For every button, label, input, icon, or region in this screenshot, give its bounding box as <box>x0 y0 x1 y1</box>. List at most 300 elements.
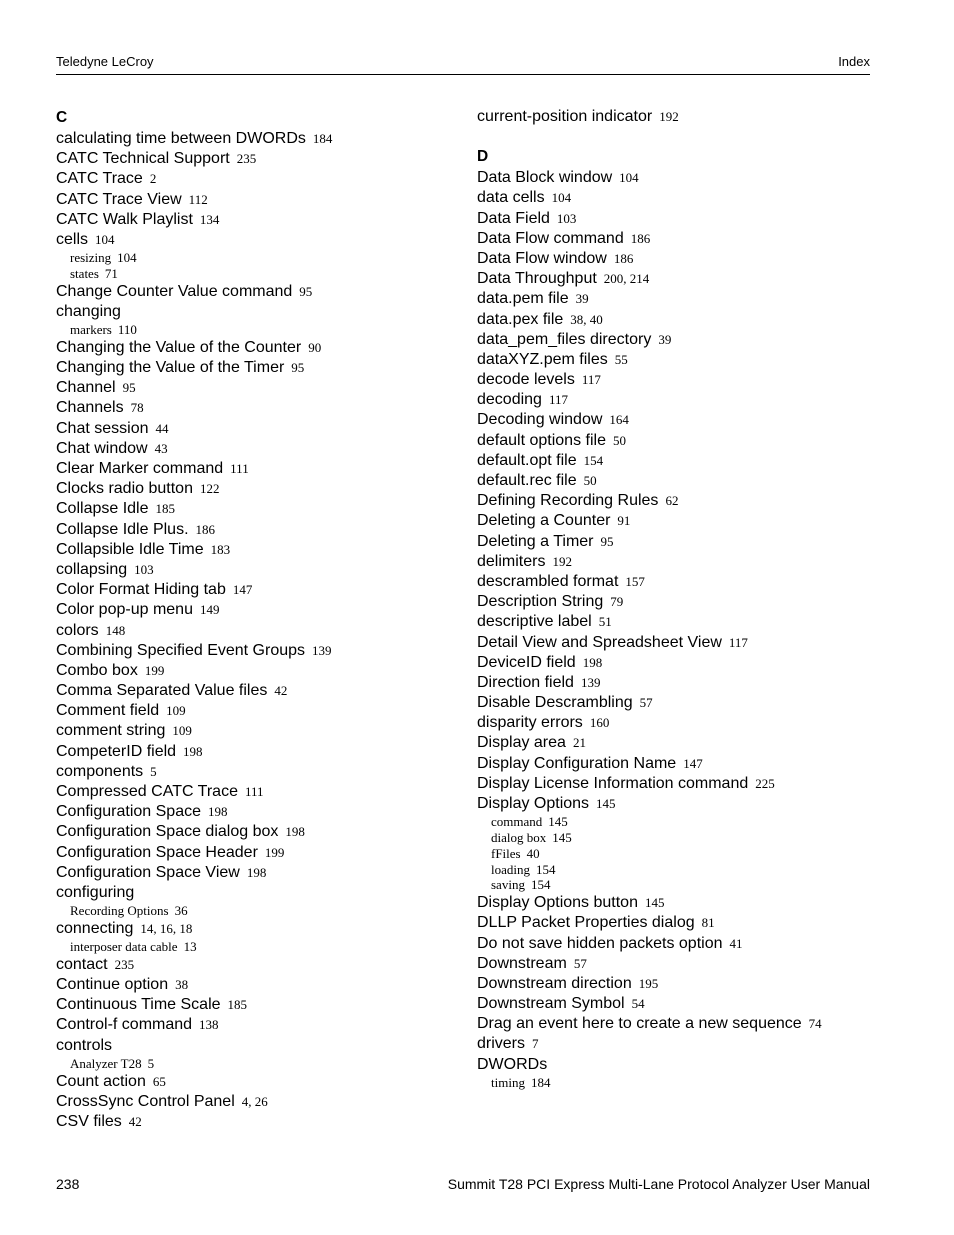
index-entry <box>56 1036 466 1056</box>
index-entry <box>56 621 466 641</box>
page-header <box>56 52 870 75</box>
index-entry <box>56 520 466 540</box>
page-reference[interactable]: 109 <box>166 703 186 719</box>
index-term: components <box>56 762 144 780</box>
header-company: Teledyne LeCroy <box>56 54 154 69</box>
index-term: saving <box>491 877 525 893</box>
page-reference[interactable]: 186 <box>195 521 216 537</box>
page-reference[interactable]: 109 <box>172 723 192 739</box>
page-reference[interactable]: 198 <box>207 804 228 820</box>
index-entry <box>477 572 877 592</box>
index-term: Color pop-up menu <box>56 601 193 619</box>
page-reference[interactable]: 154 <box>583 452 604 468</box>
index-entry <box>477 330 877 350</box>
page-reference[interactable]: 2 <box>149 171 157 187</box>
page-reference[interactable]: 157 <box>625 573 645 589</box>
page-reference[interactable]: 192 <box>659 109 679 124</box>
index-term: Compressed CATC Trace <box>56 783 238 801</box>
index-entry <box>56 479 466 499</box>
page-reference[interactable]: 95 <box>299 283 313 299</box>
index-term: Downstream Symbol <box>477 995 625 1013</box>
page-reference[interactable]: 104 <box>95 231 115 247</box>
page-reference[interactable]: 91 <box>617 513 631 529</box>
page-reference[interactable]: 81 <box>701 915 715 931</box>
index-term: default options file <box>477 431 606 449</box>
page-reference[interactable]: 74 <box>808 1016 822 1032</box>
index-term: calculating time between DWORDs <box>56 130 306 147</box>
index-entry <box>56 843 466 863</box>
index-subentry <box>477 877 877 893</box>
index-entry <box>56 378 466 398</box>
index-term: delimiters <box>477 552 546 570</box>
index-term: Disable Descrambling <box>477 694 633 712</box>
index-entry <box>56 358 466 378</box>
index-term: Collapse Idle Plus. <box>56 520 189 538</box>
index-entry <box>477 693 877 713</box>
index-term: DLLP Packet Properties dialog <box>477 914 695 932</box>
index-subentry <box>477 862 877 878</box>
index-term: interposer data cable <box>70 939 178 955</box>
index-term: Defining Recording Rules <box>477 492 659 510</box>
index-entry <box>56 681 466 701</box>
index-term: Combining Specified Event Groups <box>56 641 306 659</box>
index-term: timing <box>491 1074 525 1090</box>
page-reference[interactable]: 38, 40 <box>570 311 603 327</box>
page-reference[interactable]: 185 <box>155 501 175 517</box>
index-subentry <box>477 1075 877 1091</box>
index-entry <box>56 499 466 519</box>
index-entry <box>477 168 877 188</box>
index-term: Chat session <box>56 419 149 437</box>
index-term: disparity errors <box>477 714 583 732</box>
index-entry <box>477 1034 877 1054</box>
page-reference[interactable]: 104 <box>551 190 572 206</box>
page-reference[interactable]: 154 <box>530 877 551 893</box>
index-term: configuring <box>56 883 135 901</box>
index-entry <box>56 822 466 842</box>
index-entry <box>56 169 466 189</box>
index-subentry <box>56 322 466 338</box>
index-term: CompeterID field <box>56 742 177 760</box>
index-entry <box>56 1072 466 1092</box>
index-section-letter: D <box>477 148 489 166</box>
index-entry <box>477 954 877 974</box>
index-entry <box>477 532 877 552</box>
index-term: DWORDs <box>477 1055 548 1073</box>
page-reference[interactable]: 103 <box>556 210 577 226</box>
index-entry <box>56 419 466 439</box>
page-reference[interactable]: 104 <box>619 170 639 186</box>
index-term: Data Field <box>477 209 550 227</box>
page-reference[interactable]: 112 <box>188 191 208 207</box>
header-section: Index <box>838 54 870 69</box>
index-entry <box>477 733 877 753</box>
index-term: data_pem_files directory <box>477 330 652 348</box>
index-entry <box>56 282 466 302</box>
index-entry <box>477 633 877 653</box>
index-term: data.pem file <box>477 290 569 308</box>
page-reference[interactable]: 110 <box>117 322 137 338</box>
index-entry <box>477 794 877 814</box>
index-term: Clear Marker command <box>56 460 224 478</box>
index-term: Count action <box>56 1072 146 1090</box>
page-reference[interactable]: 138 <box>199 1017 219 1033</box>
page-reference[interactable]: 111 <box>230 461 249 477</box>
index-term: current-position indicator <box>477 108 653 125</box>
page-reference[interactable]: 164 <box>609 412 629 428</box>
index-entry <box>56 721 466 741</box>
index-term: Configuration Space dialog box <box>56 823 279 841</box>
page-reference[interactable]: 117 <box>581 372 601 388</box>
index-entry <box>56 459 466 479</box>
page-reference[interactable]: 36 <box>174 903 188 919</box>
index-entry <box>477 511 877 531</box>
index-term: dialog box <box>491 829 547 845</box>
index-entry <box>56 210 466 230</box>
index-term: CATC Walk Playlist <box>56 210 193 228</box>
page-reference[interactable]: 54 <box>631 996 645 1012</box>
index-entry <box>477 350 877 370</box>
index-term: Control-f command <box>56 1016 193 1034</box>
index-term: Configuration Space <box>56 803 201 821</box>
page-reference[interactable]: 198 <box>183 743 203 759</box>
page-reference[interactable]: 235 <box>236 151 257 167</box>
index-section-letter: C <box>56 109 68 126</box>
page-reference[interactable]: 51 <box>598 614 612 630</box>
page-reference[interactable]: 57 <box>573 955 587 971</box>
index-term: Downstream direction <box>477 974 632 992</box>
section-spacer <box>477 127 877 146</box>
page-reference[interactable]: 183 <box>210 541 231 557</box>
page-reference[interactable]: 160 <box>589 715 610 731</box>
index-entry <box>477 390 877 410</box>
index-term: contact <box>56 955 108 973</box>
index-entry <box>56 701 466 721</box>
index-term: Display License Information command <box>477 774 749 792</box>
page-reference[interactable]: 5 <box>150 763 157 779</box>
index-entry <box>477 107 877 127</box>
index-term: states <box>70 265 99 281</box>
index-subentry <box>477 830 877 846</box>
index-term: cells <box>56 230 89 248</box>
index-term: default.rec file <box>477 472 577 489</box>
index-entry <box>477 653 877 673</box>
index-term: data.pex file <box>477 310 564 328</box>
index-entry <box>477 934 877 954</box>
index-term: Collapsible Idle Time <box>56 540 204 558</box>
index-entry <box>56 560 466 580</box>
index-term: connecting <box>56 919 134 937</box>
page-reference[interactable]: 95 <box>600 533 614 549</box>
index-entry <box>477 491 877 511</box>
index-entry <box>56 398 466 418</box>
page-reference[interactable]: 149 <box>199 602 220 618</box>
index-term: Changing the Value of the Counter <box>56 338 302 356</box>
index-term: changing <box>56 302 121 320</box>
index-term: Detail View and Spreadsheet View <box>477 633 722 651</box>
index-entry <box>477 913 877 933</box>
page-reference[interactable]: 139 <box>312 642 332 658</box>
index-term: decoding <box>477 391 542 409</box>
page-reference[interactable]: 90 <box>308 339 322 355</box>
index-term: markers <box>70 322 112 338</box>
index-term: controls <box>56 1036 113 1054</box>
page-reference[interactable]: 198 <box>582 654 603 670</box>
index-term: Display Options <box>477 795 590 812</box>
page-reference[interactable]: 14, 16, 18 <box>140 920 193 936</box>
index-term: Data Flow window <box>477 249 607 267</box>
index-term: Recording Options <box>70 903 169 919</box>
index-term: default.opt file <box>477 451 577 469</box>
index-entry <box>477 1014 877 1034</box>
page-reference[interactable]: 198 <box>246 864 267 880</box>
page-reference[interactable]: 235 <box>114 956 135 972</box>
page-reference[interactable]: 117 <box>728 634 748 650</box>
index-entry <box>477 209 877 229</box>
index-term: Deleting a Counter <box>477 512 611 530</box>
index-entry <box>56 540 466 560</box>
page-reference[interactable]: 192 <box>552 553 572 569</box>
index-entry <box>56 995 466 1015</box>
index-entry <box>477 592 877 612</box>
index-term: data cells <box>477 189 545 207</box>
index-term: command <box>491 814 543 830</box>
index-term: Channel <box>56 379 116 397</box>
page-reference[interactable]: 57 <box>639 695 653 711</box>
index-term: drivers <box>477 1035 526 1053</box>
index-entry <box>477 1055 877 1075</box>
index-term: descriptive label <box>477 613 592 631</box>
index-term: Continue option <box>56 976 169 994</box>
index-term: Changing the Value of the Timer <box>56 359 285 377</box>
index-entry <box>56 661 466 681</box>
page-reference[interactable]: 145 <box>552 829 572 845</box>
index-entry <box>56 742 466 762</box>
index-term: CSV files <box>56 1113 122 1131</box>
index-term: Description String <box>477 593 604 611</box>
page-reference[interactable]: 4, 26 <box>241 1093 268 1109</box>
index-term: Configuration Space View <box>56 863 240 881</box>
page-reference[interactable]: 40 <box>526 845 540 861</box>
index-entry <box>477 994 877 1014</box>
index-entry <box>477 249 877 269</box>
page-reference[interactable]: 103 <box>134 561 154 577</box>
page-reference[interactable]: 184 <box>312 131 333 146</box>
index-entry <box>477 774 877 794</box>
page-reference[interactable]: 104 <box>117 250 137 266</box>
page-reference[interactable]: 186 <box>630 230 651 246</box>
index-entry <box>56 782 466 802</box>
index-term: decode levels <box>477 371 575 389</box>
page-reference[interactable]: 39 <box>658 331 672 347</box>
index-term: fFiles <box>491 845 521 861</box>
index-term: Drag an event here to create a new sequence <box>477 1015 802 1033</box>
page-reference[interactable]: 147 <box>232 582 253 598</box>
page-reference[interactable]: 7 <box>532 1036 539 1052</box>
page-reference[interactable]: 199 <box>264 844 285 860</box>
index-term: Deleting a Timer <box>477 532 594 550</box>
index-entry <box>477 410 877 430</box>
index-entry <box>477 974 877 994</box>
page-reference[interactable]: 186 <box>613 250 634 266</box>
index-term: collapsing <box>56 560 128 578</box>
index-term: Clocks radio button <box>56 480 193 498</box>
page-reference[interactable]: 154 <box>536 861 556 877</box>
index-term: Channels <box>56 399 124 417</box>
page-reference[interactable]: 43 <box>154 440 168 456</box>
manual-title: Summit T28 PCI Express Multi-Lane Protocol Analyzer User Manual <box>447 1176 870 1192</box>
index-term: Configuration Space Header <box>56 843 258 861</box>
page-number: 238 <box>56 1176 80 1192</box>
index-term: Color Format Hiding tab <box>56 581 226 599</box>
index-term: Decoding window <box>477 411 603 429</box>
page-reference[interactable]: 50 <box>612 432 626 448</box>
page-reference[interactable]: 38 <box>175 977 189 993</box>
index-term: Direction field <box>477 673 574 691</box>
page-reference[interactable]: 145 <box>596 796 616 811</box>
index-entry <box>56 190 466 210</box>
index-term: dataXYZ.pem files <box>477 350 608 368</box>
index-term: loading <box>491 861 530 877</box>
page-reference[interactable]: 62 <box>665 493 679 509</box>
index-entry <box>477 612 877 632</box>
index-entry <box>56 883 466 903</box>
index-entry <box>56 802 466 822</box>
index-subentry <box>56 266 466 282</box>
index-term: CATC Technical Support <box>56 150 230 168</box>
index-term: colors <box>56 621 99 639</box>
page-reference[interactable]: 50 <box>583 473 597 488</box>
page-reference[interactable]: 95 <box>122 380 136 396</box>
index-subentry <box>56 939 466 955</box>
index-term: comment string <box>56 722 166 740</box>
index-entry <box>477 188 877 208</box>
index-entry <box>477 289 877 309</box>
page-reference[interactable]: 225 <box>755 775 775 791</box>
page-reference[interactable]: 122 <box>199 481 220 497</box>
index-subentry <box>56 903 466 919</box>
page-reference[interactable]: 65 <box>152 1073 166 1089</box>
index-entry <box>56 149 466 169</box>
index-term: Data Throughput <box>477 270 597 288</box>
index-term: Comma Separated Value files <box>56 682 268 700</box>
page-reference[interactable]: 198 <box>285 824 305 840</box>
page-reference[interactable]: 134 <box>199 211 220 227</box>
index-term: Chat window <box>56 439 148 457</box>
page-reference[interactable]: 41 <box>729 935 743 951</box>
index-entry <box>56 129 466 149</box>
page-reference[interactable]: 21 <box>572 735 586 751</box>
index-term: Continuous Time Scale <box>56 996 221 1014</box>
index-term: resizing <box>70 250 112 266</box>
index-entry <box>477 310 877 330</box>
index-term: DeviceID field <box>477 653 576 671</box>
index-entry <box>477 229 877 249</box>
index-subentry <box>477 814 877 830</box>
index-entry <box>56 1015 466 1035</box>
page-reference[interactable]: 79 <box>610 594 624 610</box>
index-term: Do not save hidden packets option <box>477 934 723 952</box>
index-entry <box>477 713 877 733</box>
index-term: descrambled format <box>477 572 619 590</box>
page-reference[interactable]: 200, 214 <box>603 271 650 287</box>
page-reference[interactable]: 148 <box>105 622 126 638</box>
page-reference[interactable]: 145 <box>548 814 568 830</box>
index-subentry <box>56 250 466 266</box>
index-entry <box>56 641 466 661</box>
page-reference[interactable]: 199 <box>144 662 165 678</box>
index-column-right <box>477 107 877 1091</box>
index-term: Downstream <box>477 954 567 972</box>
page-reference[interactable]: 5 <box>147 1055 155 1071</box>
page-reference[interactable]: 78 <box>130 400 144 416</box>
index-entry <box>56 580 466 600</box>
index-entry <box>477 269 877 289</box>
index-term: Display Configuration Name <box>477 754 677 772</box>
index-entry <box>477 471 877 491</box>
index-term: Data Flow command <box>477 229 624 247</box>
index-term: Display Options button <box>477 894 638 912</box>
index-term: CATC Trace <box>56 170 143 188</box>
index-entry <box>56 762 466 782</box>
page-reference[interactable]: 44 <box>155 420 169 436</box>
index-entry <box>56 338 466 358</box>
page-reference[interactable]: 184 <box>530 1074 551 1090</box>
page-reference[interactable]: 55 <box>614 351 628 367</box>
page-reference[interactable]: 71 <box>104 265 118 281</box>
index-term: Collapse Idle <box>56 500 149 518</box>
index-entry <box>56 955 466 975</box>
page-reference[interactable]: 147 <box>683 755 703 771</box>
index-subentry <box>477 846 877 862</box>
index-entry <box>477 370 877 390</box>
index-term: Data Block window <box>477 169 613 187</box>
page-reference[interactable]: 145 <box>644 895 665 911</box>
index-entry <box>477 431 877 451</box>
index-entry <box>477 893 877 913</box>
index-entry <box>56 439 466 459</box>
page-reference[interactable]: 95 <box>291 360 305 376</box>
index-entry <box>56 1112 466 1132</box>
page-reference[interactable]: 39 <box>575 291 589 307</box>
index-subentry <box>56 1056 466 1072</box>
index-entry <box>477 754 877 774</box>
index-entry <box>56 919 466 939</box>
index-term: Analyzer T28 <box>70 1055 142 1071</box>
index-term: CrossSync Control Panel <box>56 1092 235 1110</box>
index-term: Change Counter Value command <box>56 282 293 300</box>
page-reference[interactable]: 42 <box>128 1114 142 1130</box>
index-entry <box>477 673 877 693</box>
page-reference[interactable]: 195 <box>638 975 659 991</box>
page-reference[interactable]: 111 <box>244 784 264 800</box>
index-entry <box>56 1092 466 1112</box>
page-reference[interactable]: 42 <box>274 683 288 699</box>
page-reference[interactable]: 185 <box>227 997 248 1013</box>
index-entry <box>56 600 466 620</box>
index-term: Display area <box>477 734 566 752</box>
index-entry <box>477 451 877 471</box>
index-term: CATC Trace View <box>56 190 182 208</box>
page-reference[interactable]: 139 <box>580 674 601 690</box>
index-column-left <box>56 107 466 1132</box>
page-reference[interactable]: 117 <box>548 392 568 408</box>
index-entry <box>477 552 877 572</box>
page-reference[interactable]: 13 <box>183 939 197 955</box>
index-term: Combo box <box>56 661 138 679</box>
index-entry <box>56 863 466 883</box>
index-term: Comment field <box>56 702 160 720</box>
